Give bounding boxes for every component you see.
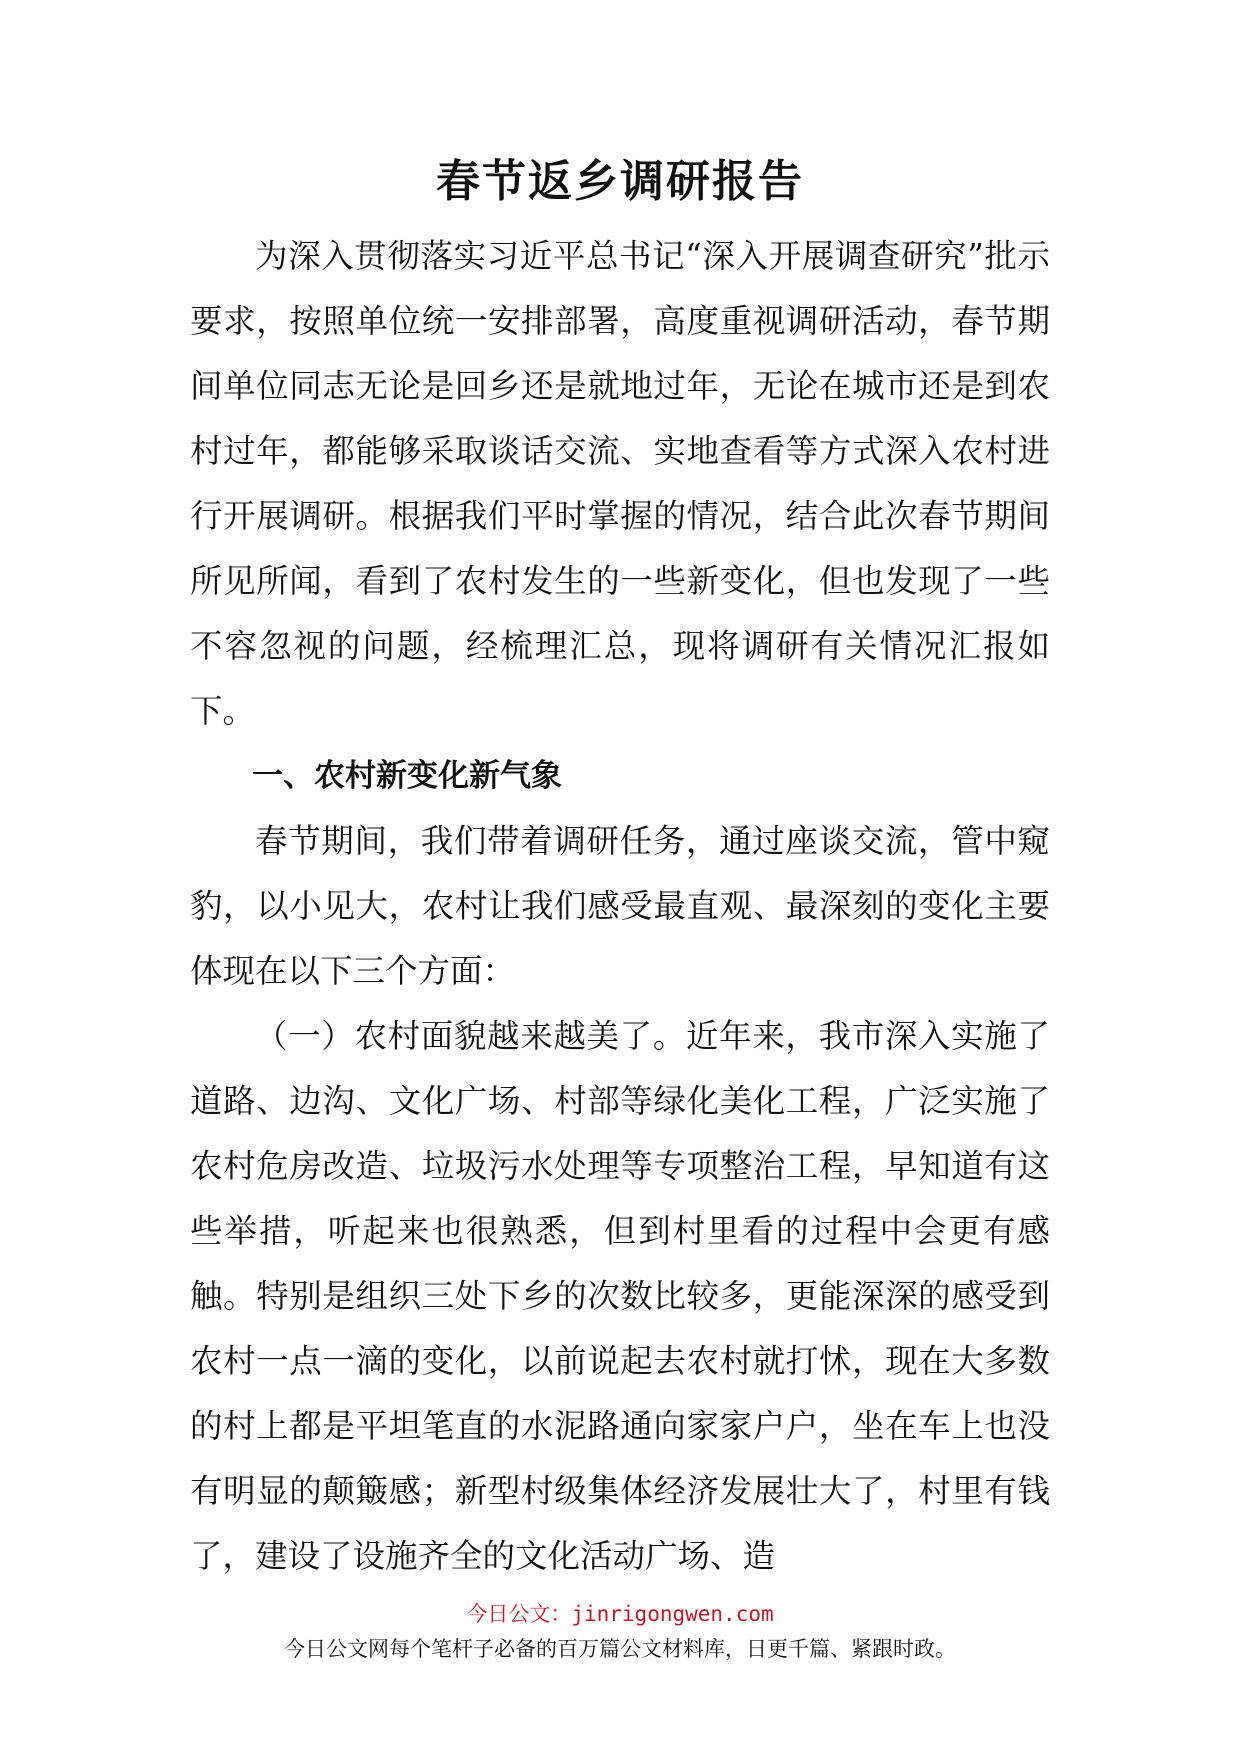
subsection-paragraph: （一）农村面貌越来越美了。近年来，我市深入实施了道路、边沟、文化广场、村部等绿化美化工程，广泛实施了农村危房改造、垃圾污水处理等专项整治工程，早知道有这些举措，听起来也很熟悉，但到村里看的过程中会更有感触。特别是组织三处下乡的次数比较多，更能深深的感受到农村一点一滴的变化，以前说起去农村就打怵，现在大多数的村上都是平坦笔直的水泥路通向家家户户，坐在车上也没有明显的颠簸感；新型村级集体经济发展壮大了，村里有钱了，建设了设施齐全的文化活动广场、造 (190, 1017, 1050, 1575)
document-title: 春节返乡调研报告 (436, 156, 804, 207)
footer-site-label: 今日公文： (466, 1602, 572, 1626)
section-intro-paragraph: 春节期间，我们带着调研任务，通过座谈交流，管中窥豹，以小见大，农村让我们感受最直观、最深刻的变化主要体现在以下三个方面： (190, 822, 1050, 990)
intro-paragraph: 为深入贯彻落实习近平总书记“深入开展调查研究”批示要求，按照单位统一安排部署，高度重视调研活动，春节期间单位同志无论是回乡还是就地过年，无论在城市还是到农村过年，都能够采取谈话交流、实地查看等方式深入农村进行开展调研。根据我们平时掌握的情况，结合此次春节期间所见所闻，看到了农村发生的一些新变化，但也发现了一些不容忽视的问题，经梳理汇总，现将调研有关情况汇报如下。 (190, 237, 1050, 730)
footer-site-link[interactable]: jinrigongwen.com (571, 1602, 774, 1626)
document-body (190, 224, 1050, 1589)
footer-slogan: 今日公文网每个笔杆子必备的百万篇公文材料库，日更千篇、紧跟时政。 (284, 1637, 956, 1661)
footer-site-line (0, 1599, 1240, 1629)
section-heading: 一、农村新变化新气象 (252, 758, 562, 794)
